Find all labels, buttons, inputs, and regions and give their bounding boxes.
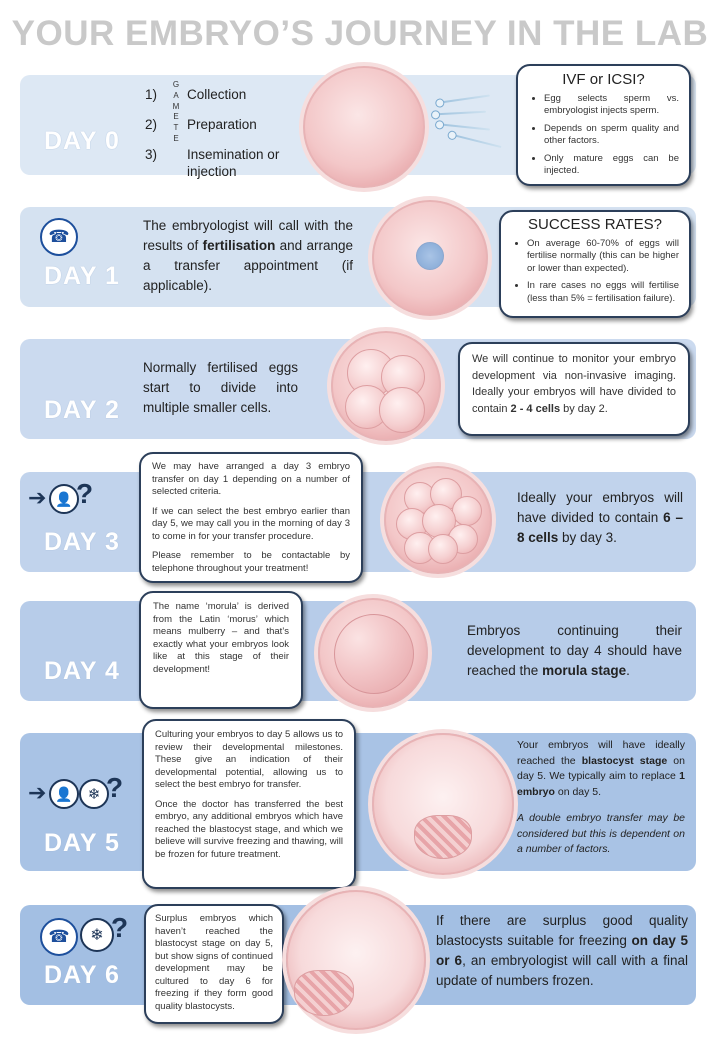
gamete-letter: G — [172, 80, 180, 89]
day5-text-main — [517, 738, 685, 800]
pronuclei-icon — [416, 242, 444, 270]
cell — [452, 496, 482, 526]
day1-text — [143, 216, 353, 296]
phone-icon: ☎ — [40, 918, 78, 956]
snowflake-icon: ❄ — [80, 918, 114, 952]
bubble-paragraph: The name ‘morula’ is derived from the Latin ‘morus’ which means mulberry – and that’s exactly what your embryos look like at this stage of their development! — [153, 601, 289, 675]
inner-cell-mass — [414, 815, 472, 859]
arrow-icon: ➔ — [28, 780, 47, 805]
day4-text — [467, 621, 682, 681]
fertilised-egg-icon — [372, 200, 488, 316]
bubble-paragraph: Surplus embryos which haven’t reached the blastocyst stage on day 5, but show signs of continued development may be cultured to day 6 for freezing if they form good quality blastocysts. — [155, 913, 273, 1012]
cell — [428, 534, 458, 564]
step-text: Collection — [187, 87, 247, 102]
day3-bubble — [139, 452, 363, 583]
day6-label: DAY 6 — [44, 961, 120, 989]
text-part: Ideally your embryos will have divided to contain — [517, 490, 683, 525]
day0-step-3 — [145, 140, 282, 180]
text-part: If there are surplus good quality blastocysts suitable for freezing — [436, 913, 688, 948]
day0-label: DAY 0 — [44, 127, 120, 155]
snowflake-icon: ❄ — [79, 779, 109, 809]
egg-icon — [303, 66, 425, 188]
bubble-item: • In rare cases no eggs will fertilise (less than 5% = fertilisation failure). — [527, 280, 679, 305]
bubble-paragraph: If we can select the best embryo earlier than day 5, we may call you in the morning of day 3 to come in for your transfer procedure. — [152, 505, 350, 542]
day2-bubble — [458, 342, 690, 436]
day1-label: DAY 1 — [44, 262, 120, 290]
text-part: Embryos continuing their development to day 4 should have reached the — [467, 623, 682, 678]
gamete-letter: E — [173, 133, 179, 143]
arrow-icon: ➔ — [28, 485, 47, 510]
day4-bubble — [139, 591, 303, 709]
bubble-title: SUCCESS RATES? — [528, 216, 662, 233]
text-part: by day 2. — [560, 402, 608, 415]
day0-steps — [145, 80, 282, 180]
step-number: 1) — [145, 87, 158, 102]
day0-step-2 — [145, 110, 282, 140]
bubble-paragraph: Culturing your embryos to day 5 allows us to review their developmental milestones. These give an indication of their developmental potential, allowing us to select the best embryo for transfer. — [155, 729, 343, 790]
day3-label: DAY 3 — [44, 528, 120, 556]
text-bold: morula stage — [542, 663, 627, 678]
day5-text-italic: A double embryo transfer may be considered but this is dependent on a number of factors. — [517, 812, 685, 855]
text-bold: fertilisation — [202, 238, 276, 253]
blastocyst-icon — [286, 890, 426, 1030]
day6-text — [436, 911, 688, 991]
bubble-paragraph: Please remember to be contactable by telephone throughout your treatment! — [152, 550, 350, 574]
bubble-item: • Only mature eggs can be injected. — [544, 153, 679, 178]
day3-text — [517, 488, 683, 548]
text-bold: blastocyst stage — [581, 754, 668, 767]
text-part: on day 5. — [554, 785, 602, 798]
text-part: and arrange a transfer appointment (if applicable). — [143, 238, 353, 293]
cell — [379, 387, 425, 433]
bubble-paragraph: Once the doctor has transferred the best embryo, any additional embryos which have reached the blastocyst stage, and which we believe will survive freezing and thawing, will be frozen for future treatment. — [155, 798, 343, 860]
eight-cell-embryo-icon — [384, 466, 492, 574]
day5-bubble — [142, 719, 356, 889]
bubble-item: • On average 60-70% of eggs will fertilise normally (this can be higher or lower than expected). — [527, 238, 679, 276]
gamete-vertical-label — [172, 80, 180, 145]
step-text: Insemination or injection — [187, 147, 280, 179]
gamete-letter: E — [173, 112, 179, 122]
question-mark-icon: ? — [76, 478, 94, 509]
gamete-letter: T — [173, 123, 179, 133]
step-number: 2) — [145, 117, 158, 132]
day0-step-1 — [145, 80, 282, 110]
text-bold: on day 5 or 6 — [436, 933, 689, 968]
text-part: We will continue to monitor your embryo development via non-invasive imaging. Ideally your embryos will have divided to contain — [472, 353, 676, 415]
bubble-item: • Depends on sperm quality and other factors. — [544, 123, 679, 148]
text-bold: 6 – 8 cells — [517, 510, 683, 545]
blastocyst-icon — [372, 733, 514, 875]
step-number: 3) — [145, 147, 158, 162]
text-part: by day 3. — [558, 530, 617, 545]
inner-cell-mass — [294, 970, 354, 1016]
ivf-icsi-bubble — [516, 64, 691, 186]
text-bold: 2 - 4 cells — [510, 402, 561, 415]
question-mark-icon: ? — [106, 772, 124, 803]
text-part: , an embryologist will call with a final update of numbers frozen. — [436, 953, 688, 988]
phone-icon: ☎ — [40, 218, 78, 256]
gamete-letter: A — [173, 90, 179, 100]
step-text: Preparation — [187, 117, 257, 132]
gamete-letter: M — [172, 101, 180, 111]
day5-text — [517, 738, 685, 858]
morula-icon — [318, 598, 428, 708]
question-mark-icon: ? — [111, 912, 129, 943]
day5-label: DAY 5 — [44, 829, 120, 857]
page-title: YOUR EMBRYO’S JOURNEY IN THE LAB — [11, 14, 709, 53]
day2-label: DAY 2 — [44, 396, 120, 424]
bubble-title: IVF or ICSI? — [562, 71, 645, 88]
text-part: The embryologist will call with the results of — [143, 218, 353, 253]
text-part: . — [626, 663, 630, 678]
bubble-paragraph: We may have arranged a day 3 embryo transfer on day 1 depending on a number of selected criteria. — [152, 461, 350, 497]
text-bold: 1 embryo — [517, 770, 685, 798]
day2-text: Normally fertilised eggs start to divide into multiple smaller cells. — [143, 360, 298, 415]
person-icon: 👤 — [49, 779, 79, 809]
text-part: Your embryos will have ideally reached the — [517, 739, 685, 767]
success-rates-bubble — [499, 210, 691, 318]
person-icon: 👤 — [49, 484, 79, 514]
bubble-item: • Egg selects sperm vs. embryologist injects sperm. — [544, 93, 679, 118]
text-part: on day 5. We typically aim to replace — [517, 754, 685, 782]
day6-bubble — [144, 904, 284, 1024]
morula-cells — [334, 614, 414, 694]
two-cell-embryo-icon — [331, 331, 441, 441]
day4-label: DAY 4 — [44, 657, 120, 685]
